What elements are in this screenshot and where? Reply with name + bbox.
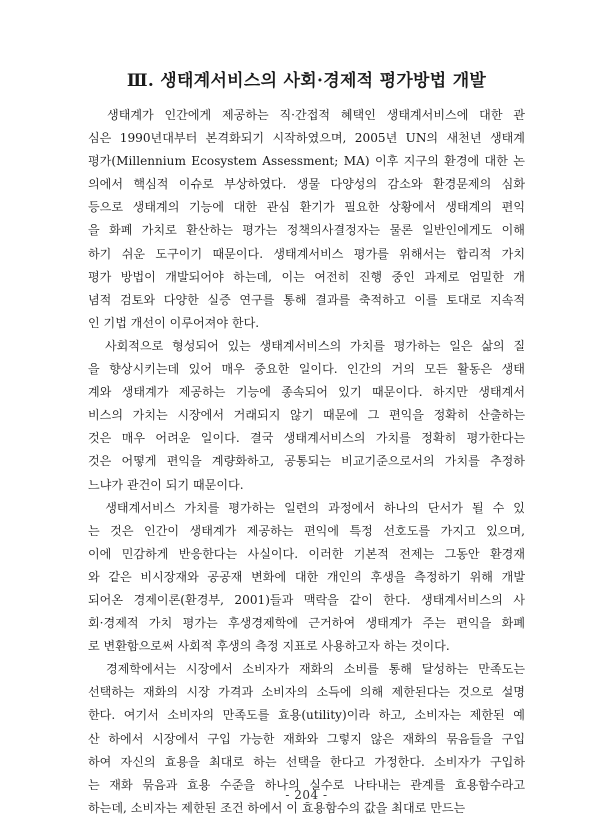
text-line: 와 같은 비시장재와 공공재 변화에 대한 개인의 후생을 측정하기 위해 개발: [88, 569, 525, 584]
text-line: 하기 쉬운 도구이기 때문이다. 생태계서비스 평가를 위해서는 합리적 가치: [88, 246, 525, 261]
text-line: 로 변환함으로써 사회적 후생의 측정 지표로 사용하고자 하는 것이다.: [88, 639, 450, 654]
text-line: 회·경제적 가치 평가는 후생경제학에 근거하여 생태계가 주는 편익을 화폐: [88, 616, 525, 631]
text-line: 이에 민감하게 반응한다는 사실이다. 이러한 기본적 전제는 그동안 환경재: [88, 546, 525, 561]
text-line: 등으로 생태계의 기능에 대한 관심 환기가 필요한 상황에서 생태계의 편익: [88, 200, 525, 215]
paragraph: [88, 497, 525, 659]
text-line: 는 것은 인간이 생태계가 제공하는 편익에 특정 선호도를 가지고 있으며,: [88, 523, 525, 538]
text-line: 을 향상시키는데 있어 매우 중요한 일이다. 인간의 거의 모든 활동은 생태: [88, 362, 525, 377]
text-line: 비스의 가치는 시장에서 거래되지 않기 때문에 그 편익을 정확히 산출하는: [88, 408, 525, 423]
text-line: 것은 매우 어려운 일이다. 결국 생태계서비스의 가치를 정확히 평가한다는: [88, 431, 525, 446]
text-line: 는 재화 묶음과 효용 수준을 하나의 실수로 나타내는 관계를 효용함수라고: [88, 777, 525, 792]
text-line: 생태계서비스 가치를 평가하는 일련의 과정에서 하나의 단서가 될 수 있: [88, 500, 525, 515]
text-line: 경제학에서는 시장에서 소비자가 재화의 소비를 통해 달성하는 만족도는: [88, 662, 525, 677]
text-line: 인 기법 개선이 이루어져야 한다.: [88, 315, 260, 330]
text-line: 생태계가 인간에게 제공하는 직·간접적 혜택인 생태계서비스에 대한 관: [88, 108, 525, 122]
text-line: 하는데, 소비자는 제한된 조건 하에서 이 효용함수의 값을 최대로 만드는: [88, 800, 466, 815]
text-line: 되어온 경제이론(환경부, 2001)들과 맥락을 같이 한다. 생태계서비스의 사: [88, 592, 525, 607]
paragraph: [88, 104, 525, 335]
text-line: 평가 방법이 개발되어야 하는데, 이는 여전히 진행 중인 과제로 엄밀한 개: [88, 269, 525, 284]
text-line: 평가(Millennium Ecosystem Assessment; MA) 이후 지구의 환경에 대한 논: [88, 154, 525, 169]
text-line: 한다. 여기서 소비자의 만족도를 효용(utility)이라 하고, 소비자는 제한된 예: [88, 708, 525, 723]
text-line: 념적 검토와 다양한 실증 연구를 통해 결과를 축적하고 이를 토대로 지속적: [88, 292, 525, 307]
paragraph: [88, 335, 525, 497]
text-line: 계와 생태계가 제공하는 기능에 종속되어 있기 때문이다. 하지만 생태계서: [88, 385, 525, 400]
text-line: 하여 자신의 효용을 최대로 하는 선택을 한다고 가정한다. 소비자가 구입하: [88, 754, 525, 769]
body-text: [88, 104, 525, 820]
page-number: - 204 -: [285, 788, 328, 802]
text-line: 산 하에서 시장에서 구입 가능한 재화와 그렇지 않은 재화의 묶음들을 구입: [88, 731, 525, 746]
section-title: Ⅲ. 생태계서비스의 사회·경제적 평가방법 개발: [126, 71, 487, 91]
text-line: 느냐가 관건이 되기 때문이다.: [88, 477, 244, 492]
text-line: 것은 어떻게 편익을 계량화하고, 공통되는 비교기준으로서의 가치를 추정하: [88, 454, 525, 469]
text-line: 심은 1990년대부터 본격화되기 시작하였으며, 2005년 UN의 새천년 생태계: [88, 131, 525, 146]
text-line: 의에서 핵심적 이슈로 부상하였다. 생물 다양성의 감소와 환경문제의 심화: [88, 177, 525, 192]
text-line: 사회적으로 형성되어 있는 생태계서비스의 가치를 평가하는 일은 삶의 질: [88, 338, 525, 353]
text-line: 선택하는 재화의 시장 가격과 소비자의 소득에 의해 제한된다는 것으로 설명: [88, 685, 525, 700]
text-line: 을 화폐 가치로 환산하는 평가는 정책의사결정자는 물론 일반인에게도 이해: [88, 223, 525, 238]
